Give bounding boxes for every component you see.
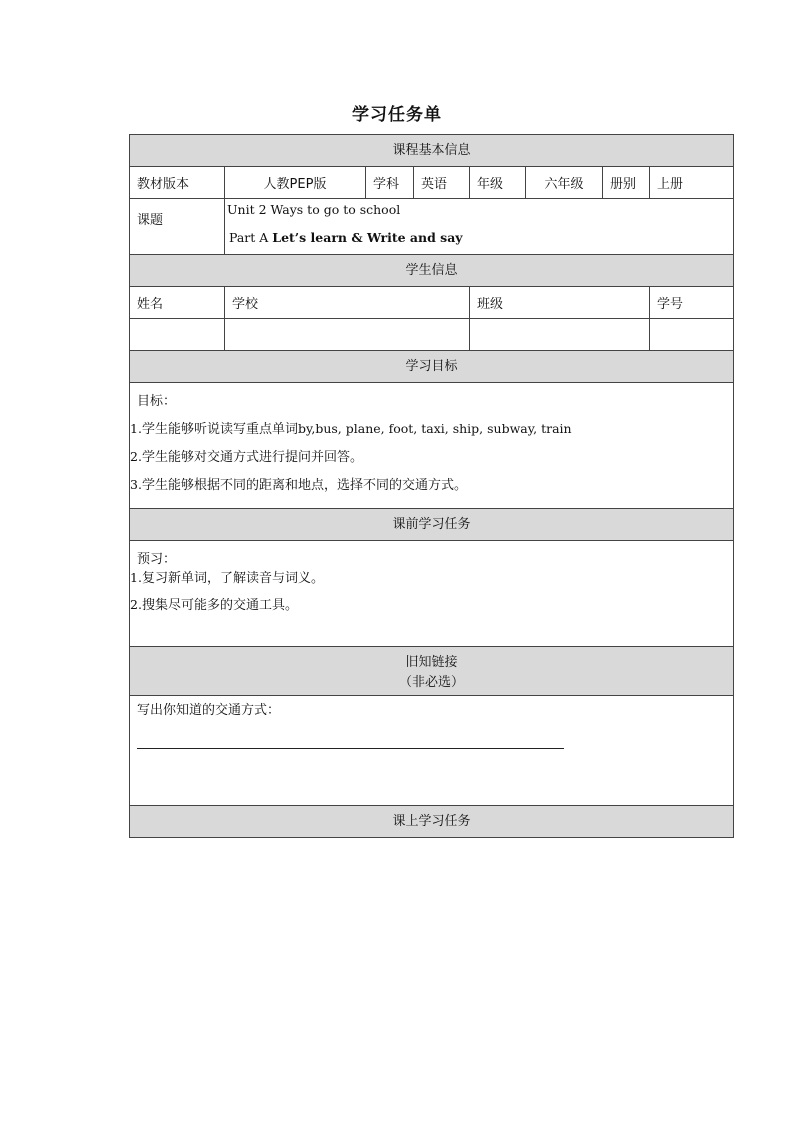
class-label: 班级 [470,287,650,318]
review-header-note: （非必选） [398,675,464,690]
topic-line-2-title: Let’s learn & Write and say [272,230,463,245]
topic-line-2 [229,230,463,245]
student-blank-row [130,319,733,351]
name-label: 姓名 [130,287,225,318]
preclass-item-2: 2.搜集尽可能多的交通工具。 [130,597,298,613]
textbook-value: 人教PEP版 [225,167,366,198]
answer-line[interactable] [137,748,564,749]
subject-label: 学科 [366,167,414,198]
student-info-header-label: 学生信息 [405,263,458,278]
topic-line-2-prefix: Part A [229,230,273,245]
topic-value [225,199,733,254]
topic-label: 课题 [130,199,225,254]
textbook-label: 教材版本 [130,167,225,198]
review-body [130,696,733,806]
goal-item-3: 3.学生能够根据不同的距离和地点，选择不同的交通方式。 [130,477,467,493]
review-header-title: 旧知链接 [405,655,458,670]
topic-row [130,199,733,255]
student-info-header [130,255,733,287]
review-prompt: 写出你知道的交通方式： [137,703,281,718]
preclass-item-1: 1.复习新单词，了解读音与词义。 [130,570,324,586]
volume-value: 上册 [657,177,684,192]
review-header [130,647,733,696]
course-info-row [130,167,733,199]
page-title: 学习任务单 [352,105,442,125]
goal-item-2: 2.学生能够对交通方式进行提问并回答。 [130,449,363,465]
goals-body [130,383,733,509]
preclass-body [130,541,733,647]
school-field[interactable] [225,319,470,350]
student-id-field[interactable] [650,319,733,350]
task-sheet-table [129,134,734,838]
goal-item-1: 1.学生能够听说读写重点单词by,bus, plane, foot, taxi, ship, subway, train [130,421,572,437]
grade-value: 六年级 [526,167,603,198]
volume-label: 册别 [603,167,650,198]
student-id-label: 学号 [657,297,684,312]
inclass-header [130,806,733,837]
goals-header [130,351,733,383]
topic-line-1: Unit 2 Ways to go to school [227,202,401,217]
inclass-header-label: 课上学习任务 [392,814,471,829]
goals-header-label: 学习目标 [405,359,458,374]
name-field[interactable] [130,319,225,350]
preclass-header [130,509,733,541]
grade-label: 年级 [470,167,526,198]
class-field[interactable] [470,319,650,350]
goals-intro: 目标： [137,394,177,409]
course-info-header-label: 课程基本信息 [392,143,471,158]
preclass-intro: 预习： [137,552,177,567]
subject-value: 英语 [414,167,470,198]
school-label: 学校 [225,287,470,318]
student-labels-row [130,287,733,319]
preclass-header-label: 课前学习任务 [392,517,471,532]
course-info-header [130,135,733,167]
